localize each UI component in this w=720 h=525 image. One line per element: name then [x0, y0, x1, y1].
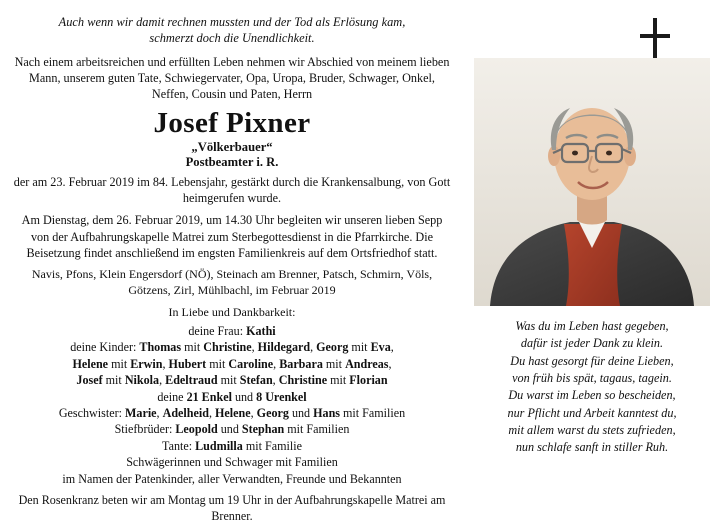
family-line: deine 21 Enkel und 8 Urenkel [157, 389, 307, 404]
image-column [462, 0, 720, 462]
death-info: der am 23. Februar 2019 im 84. Lebensjahr, gestärkt durch die Krankensalbung, von Gott heimgerufen wurde. [13, 174, 451, 206]
cross-horizontal-bar [640, 34, 670, 38]
places-and-date: Navis, Pfons, Klein Engersdorf (NÖ), Steinach am Brenner, Patsch, Schmirn, Völs, Götzens, Zirl, Mühlbachl, im Februar 2019 [31, 266, 433, 297]
rosary-info: Den Rosenkranz beten wir am Montag um 19 Uhr in der Aufbahrungskapelle Matrei am Brenner. [18, 493, 446, 524]
announcement-paragraph: Nach einem arbeitsreichen und erfüllten Leben nehmen wir Abschied von meinem lieben Mann, unserem guten Tate, Schwiegervater, Opa, Uropa, Bruder, Schwager, Onkel, Neffen, Cousin und Paten, Herrn [14, 54, 450, 102]
deceased-profession: Postbeamter i. R. [185, 154, 279, 169]
memorial-verse [472, 318, 712, 457]
intro-verse-line: schmerzt doch die Unendlichkeit. [149, 31, 315, 46]
verse-line: nun schlafe sanft in stiller Ruh. [515, 440, 669, 455]
family-line: Helene mit Erwin, Hubert mit Caroline, Barbara mit Andreas, [72, 356, 392, 371]
family-line: im Namen der Patenkinder, aller Verwandten, Freunde und Bekannten [62, 471, 402, 486]
deceased-nickname: „Völkerbauer“ [191, 139, 273, 154]
family-line: Stiefbrüder: Leopold und Stephan mit Familien [114, 422, 350, 437]
verse-line: nur Pflicht und Arbeit kanntest du, [507, 405, 677, 420]
family-line: Josef mit Nikola, Edeltraud mit Stefan, Christine mit Florian [76, 373, 388, 388]
funeral-info: Am Dienstag, dem 26. Februar 2019, um 14.30 Uhr begleiten wir unseren lieben Sepp von der Aufbahrungskapelle Matrei zum Sterbegottesdienst in die Pfarrkirche. Die Beisetzung findet anschließend im engsten Familienkreis auf dem Ortsfriedhof statt. [21, 213, 443, 260]
intro-verse [16, 14, 448, 47]
verse-line: mit allem warst du stets zufrieden, [508, 422, 676, 437]
verse-line: von früh bis spät, tagaus, tagein. [512, 370, 672, 385]
family-line: Tante: Ludmilla mit Familie [162, 438, 302, 453]
gratitude-heading: In Liebe und Dankbarkeit: [168, 304, 296, 319]
verse-line: Du warst im Leben so bescheiden, [508, 388, 676, 403]
family-line: deine Frau: Kathi [188, 323, 276, 338]
intro-verse-line: Auch wenn wir damit rechnen mussten und der Tod als Erlösung kam, [58, 15, 406, 29]
deceased-name: Josef Pixner [153, 107, 311, 140]
verse-line: dafür ist jeder Dank zu klein. [520, 336, 664, 351]
family-line: Schwägerinnen und Schwager mit Familien [126, 455, 338, 470]
verse-line: Was du im Leben hast gegeben, [515, 319, 669, 333]
verse-line: Du hast gesorgt für deine Lieben, [510, 353, 674, 368]
family-line: Geschwister: Marie, Adelheid, Helene, Georg und Hans mit Familien [58, 405, 406, 420]
family-line: deine Kinder: Thomas mit Christine, Hildegard, Georg mit Eva, [70, 340, 394, 355]
family-list [12, 323, 452, 487]
portrait-photo [474, 58, 710, 306]
